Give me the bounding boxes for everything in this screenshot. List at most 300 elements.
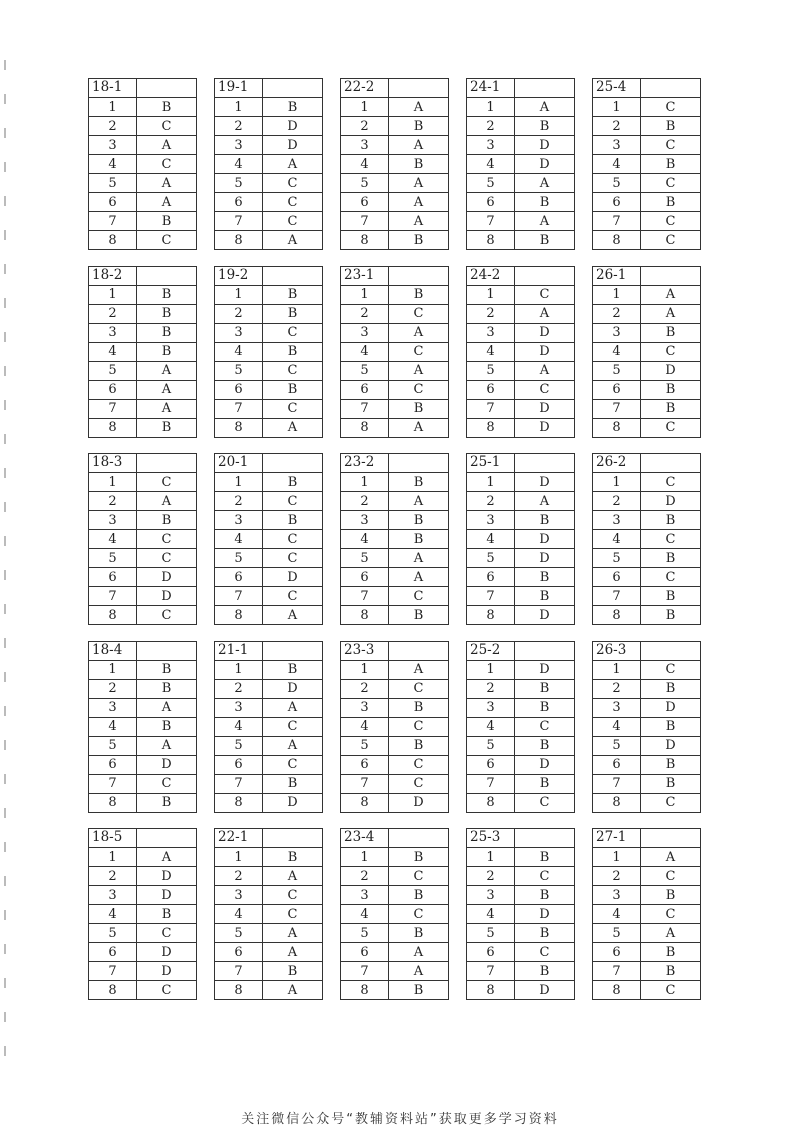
- table-row: [467, 905, 575, 924]
- question-number: 2: [89, 492, 137, 511]
- answer-cell: A: [137, 193, 197, 212]
- table-row: [467, 698, 575, 717]
- table-row: [341, 568, 449, 587]
- answer-table-header: [215, 454, 323, 473]
- answer-cell: A: [263, 867, 323, 886]
- margin-mark: [4, 60, 6, 70]
- answer-cell: C: [389, 679, 449, 698]
- question-number: 2: [593, 304, 641, 323]
- answer-cell: C: [263, 212, 323, 231]
- answer-cell: B: [641, 549, 701, 568]
- section-label: 26-1: [593, 266, 641, 285]
- answer-cell: C: [389, 380, 449, 399]
- table-row: [341, 905, 449, 924]
- table-row: [215, 905, 323, 924]
- question-number: 8: [89, 981, 137, 1000]
- section-label: 23-4: [341, 829, 389, 848]
- question-number: 7: [593, 774, 641, 793]
- question-number: 1: [341, 285, 389, 304]
- answer-table-header: [89, 641, 197, 660]
- header-blank-cell: [263, 454, 323, 473]
- answer-cell: C: [641, 867, 701, 886]
- section-label: 21-1: [215, 641, 263, 660]
- question-number: 6: [341, 943, 389, 962]
- table-row: [89, 492, 197, 511]
- answer-cell: B: [263, 380, 323, 399]
- answer-cell: C: [137, 155, 197, 174]
- question-number: 5: [467, 174, 515, 193]
- question-number: 8: [467, 231, 515, 250]
- table-row: [89, 304, 197, 323]
- header-blank-cell: [389, 829, 449, 848]
- question-number: 5: [89, 549, 137, 568]
- answer-cell: B: [389, 473, 449, 492]
- header-blank-cell: [641, 79, 701, 98]
- table-row: [593, 905, 701, 924]
- margin-mark: [4, 400, 6, 410]
- answer-cell: B: [515, 679, 575, 698]
- table-row: [593, 155, 701, 174]
- answer-cell: B: [641, 606, 701, 625]
- question-number: 4: [89, 530, 137, 549]
- answer-cell: A: [515, 361, 575, 380]
- table-row: [341, 285, 449, 304]
- section-label: 23-3: [341, 641, 389, 660]
- margin-mark: [4, 434, 6, 444]
- table-row: [341, 943, 449, 962]
- question-number: 4: [215, 530, 263, 549]
- answer-table-header: [593, 454, 701, 473]
- answer-cell: B: [137, 323, 197, 342]
- answer-cell: D: [137, 755, 197, 774]
- table-row: [89, 155, 197, 174]
- question-number: 1: [215, 98, 263, 117]
- question-number: 1: [215, 848, 263, 867]
- answer-cell: B: [515, 924, 575, 943]
- margin-mark: [4, 706, 6, 716]
- margin-mark: [4, 502, 6, 512]
- question-number: 2: [467, 867, 515, 886]
- question-number: 6: [215, 755, 263, 774]
- answer-cell: D: [515, 342, 575, 361]
- answer-cell: A: [263, 924, 323, 943]
- question-number: 1: [341, 473, 389, 492]
- question-number: 7: [215, 212, 263, 231]
- answer-cell: A: [389, 98, 449, 117]
- question-number: 2: [215, 304, 263, 323]
- table-row: [341, 174, 449, 193]
- answer-cell: C: [137, 117, 197, 136]
- table-row: [467, 867, 575, 886]
- table-row: [215, 962, 323, 981]
- answer-table: [88, 828, 197, 1000]
- question-number: 3: [341, 323, 389, 342]
- section-label: 25-4: [593, 79, 641, 98]
- question-number: 4: [89, 342, 137, 361]
- question-number: 5: [215, 549, 263, 568]
- answer-table: [214, 453, 323, 625]
- answer-cell: D: [641, 736, 701, 755]
- table-row: [215, 285, 323, 304]
- answer-cell: D: [515, 399, 575, 418]
- question-number: 8: [215, 231, 263, 250]
- question-number: 2: [467, 304, 515, 323]
- answer-cell: B: [641, 155, 701, 174]
- answer-table-header: [215, 829, 323, 848]
- table-row: [341, 473, 449, 492]
- question-number: 5: [215, 174, 263, 193]
- table-row: [89, 981, 197, 1000]
- table-row: [467, 155, 575, 174]
- question-number: 8: [89, 231, 137, 250]
- section-label: 23-1: [341, 266, 389, 285]
- header-blank-cell: [263, 641, 323, 660]
- answer-cell: D: [515, 606, 575, 625]
- margin-mark: [4, 264, 6, 274]
- table-row: [593, 698, 701, 717]
- answer-table-header: [467, 829, 575, 848]
- answer-cell: A: [137, 380, 197, 399]
- answer-cell: C: [389, 774, 449, 793]
- table-row: [215, 736, 323, 755]
- answer-table: [466, 78, 575, 250]
- section-label: 27-1: [593, 829, 641, 848]
- table-row: [89, 136, 197, 155]
- answer-cell: C: [263, 549, 323, 568]
- question-number: 5: [215, 924, 263, 943]
- answer-cell: B: [263, 962, 323, 981]
- table-row: [89, 473, 197, 492]
- question-number: 7: [341, 962, 389, 981]
- answer-cell: C: [389, 905, 449, 924]
- answer-table: [214, 78, 323, 250]
- answer-table-header: [341, 641, 449, 660]
- table-row: [89, 736, 197, 755]
- table-row: [467, 304, 575, 323]
- answer-cell: C: [641, 981, 701, 1000]
- question-number: 6: [593, 755, 641, 774]
- answer-cell: B: [137, 342, 197, 361]
- question-number: 6: [89, 755, 137, 774]
- table-row: [341, 867, 449, 886]
- header-blank-cell: [389, 266, 449, 285]
- answer-cell: A: [137, 136, 197, 155]
- answer-cell: A: [137, 174, 197, 193]
- question-number: 1: [593, 848, 641, 867]
- question-number: 2: [89, 304, 137, 323]
- question-number: 1: [593, 473, 641, 492]
- table-row: [593, 736, 701, 755]
- binding-margin-marks: [4, 60, 10, 1060]
- answer-cell: C: [263, 174, 323, 193]
- table-row: [215, 867, 323, 886]
- table-row: [593, 943, 701, 962]
- table-row: [215, 793, 323, 812]
- table-row: [593, 174, 701, 193]
- table-row: [467, 231, 575, 250]
- question-number: 3: [467, 136, 515, 155]
- question-number: 4: [341, 530, 389, 549]
- question-number: 6: [593, 380, 641, 399]
- table-row: [215, 361, 323, 380]
- table-row: [89, 399, 197, 418]
- margin-mark: [4, 740, 6, 750]
- answer-cell: B: [137, 717, 197, 736]
- answer-cell: C: [641, 174, 701, 193]
- question-number: 5: [215, 361, 263, 380]
- answer-table: [592, 78, 701, 250]
- question-number: 8: [341, 793, 389, 812]
- table-row: [467, 511, 575, 530]
- table-row: [467, 399, 575, 418]
- table-row: [341, 136, 449, 155]
- answer-cell: B: [389, 848, 449, 867]
- answer-table-header: [215, 79, 323, 98]
- table-row: [89, 174, 197, 193]
- answer-cell: B: [263, 660, 323, 679]
- question-number: 7: [89, 774, 137, 793]
- section-label: 23-2: [341, 454, 389, 473]
- answer-cell: D: [137, 568, 197, 587]
- answer-table-header: [89, 454, 197, 473]
- answer-cell: B: [641, 193, 701, 212]
- section-label: 19-1: [215, 79, 263, 98]
- table-row: [467, 660, 575, 679]
- question-number: 2: [593, 117, 641, 136]
- table-row: [467, 136, 575, 155]
- answer-cell: B: [515, 193, 575, 212]
- answer-table: [466, 641, 575, 813]
- margin-mark: [4, 366, 6, 376]
- table-row: [593, 212, 701, 231]
- table-row: [467, 380, 575, 399]
- answer-cell: A: [263, 698, 323, 717]
- question-number: 7: [593, 587, 641, 606]
- margin-mark: [4, 1046, 6, 1056]
- table-row: [593, 98, 701, 117]
- question-number: 4: [89, 905, 137, 924]
- header-blank-cell: [389, 79, 449, 98]
- answer-cell: A: [263, 231, 323, 250]
- table-row: [89, 587, 197, 606]
- table-row: [467, 549, 575, 568]
- question-number: 1: [215, 473, 263, 492]
- question-number: 7: [341, 587, 389, 606]
- table-row: [89, 212, 197, 231]
- table-row: [215, 848, 323, 867]
- question-number: 7: [467, 774, 515, 793]
- table-row: [341, 755, 449, 774]
- table-row: [215, 886, 323, 905]
- answer-cell: C: [641, 231, 701, 250]
- table-row: [215, 530, 323, 549]
- table-row: [341, 848, 449, 867]
- margin-mark: [4, 978, 6, 988]
- answer-cell: B: [515, 568, 575, 587]
- margin-mark: [4, 298, 6, 308]
- question-number: 2: [215, 679, 263, 698]
- answer-cell: B: [389, 530, 449, 549]
- question-number: 6: [341, 568, 389, 587]
- answer-cell: D: [515, 905, 575, 924]
- question-number: 5: [215, 736, 263, 755]
- table-row: [89, 886, 197, 905]
- header-blank-cell: [137, 454, 197, 473]
- question-number: 2: [89, 867, 137, 886]
- question-number: 6: [467, 568, 515, 587]
- answer-cell: D: [137, 943, 197, 962]
- table-row: [341, 155, 449, 174]
- answer-cell: A: [389, 943, 449, 962]
- answer-table: [592, 266, 701, 438]
- table-row: [593, 867, 701, 886]
- answer-cell: B: [137, 285, 197, 304]
- answer-cell: A: [389, 212, 449, 231]
- table-row: [467, 587, 575, 606]
- answer-cell: B: [641, 679, 701, 698]
- table-row: [89, 361, 197, 380]
- question-number: 3: [593, 511, 641, 530]
- table-row: [593, 962, 701, 981]
- table-row: [467, 473, 575, 492]
- margin-mark: [4, 638, 6, 648]
- question-number: 5: [89, 924, 137, 943]
- answer-cell: A: [389, 568, 449, 587]
- table-row: [215, 323, 323, 342]
- answer-table: [214, 641, 323, 813]
- question-number: 3: [89, 886, 137, 905]
- table-row: [89, 530, 197, 549]
- question-number: 4: [467, 155, 515, 174]
- question-number: 1: [89, 98, 137, 117]
- answer-cell: C: [641, 660, 701, 679]
- header-blank-cell: [641, 266, 701, 285]
- table-row: [215, 342, 323, 361]
- question-number: 5: [467, 736, 515, 755]
- answer-table: [466, 266, 575, 438]
- table-row: [467, 342, 575, 361]
- answer-cell: B: [641, 380, 701, 399]
- table-row: [467, 924, 575, 943]
- answer-table: [88, 266, 197, 438]
- table-row: [89, 867, 197, 886]
- answer-cell: B: [137, 793, 197, 812]
- header-blank-cell: [641, 641, 701, 660]
- section-label: 18-2: [89, 266, 137, 285]
- question-number: 8: [215, 793, 263, 812]
- answer-cell: B: [515, 698, 575, 717]
- answer-table: [214, 828, 323, 1000]
- question-number: 3: [593, 136, 641, 155]
- question-number: 8: [89, 793, 137, 812]
- question-number: 3: [467, 886, 515, 905]
- question-number: 2: [215, 867, 263, 886]
- question-number: 5: [467, 924, 515, 943]
- answer-cell: C: [263, 886, 323, 905]
- table-row: [341, 418, 449, 437]
- answer-cell: C: [389, 342, 449, 361]
- question-number: 2: [593, 867, 641, 886]
- question-number: 1: [467, 848, 515, 867]
- table-row: [593, 492, 701, 511]
- question-number: 2: [89, 679, 137, 698]
- answer-table: [214, 266, 323, 438]
- question-number: 8: [341, 231, 389, 250]
- answer-cell: D: [137, 587, 197, 606]
- answer-cell: B: [263, 511, 323, 530]
- question-number: 7: [467, 212, 515, 231]
- question-number: 3: [341, 886, 389, 905]
- table-row: [593, 136, 701, 155]
- answer-cell: B: [137, 304, 197, 323]
- question-number: 2: [341, 679, 389, 698]
- question-number: 8: [467, 606, 515, 625]
- table-row: [593, 717, 701, 736]
- answer-cell: B: [641, 587, 701, 606]
- answer-cell: B: [641, 511, 701, 530]
- table-row: [467, 117, 575, 136]
- answer-table: [340, 266, 449, 438]
- question-number: 8: [593, 981, 641, 1000]
- answer-cell: A: [389, 418, 449, 437]
- table-row: [215, 304, 323, 323]
- answer-cell: C: [515, 943, 575, 962]
- table-row: [89, 848, 197, 867]
- answer-cell: A: [515, 492, 575, 511]
- table-row: [89, 418, 197, 437]
- table-row: [467, 606, 575, 625]
- table-row: [593, 361, 701, 380]
- question-number: 3: [89, 698, 137, 717]
- question-number: 8: [341, 418, 389, 437]
- question-number: 3: [467, 323, 515, 342]
- question-number: 6: [593, 943, 641, 962]
- question-number: 3: [215, 136, 263, 155]
- answer-cell: B: [389, 117, 449, 136]
- answer-cell: B: [137, 660, 197, 679]
- question-number: 7: [89, 587, 137, 606]
- question-number: 2: [215, 117, 263, 136]
- answer-cell: A: [389, 174, 449, 193]
- answer-cell: D: [137, 886, 197, 905]
- table-row: [593, 587, 701, 606]
- question-number: 2: [215, 492, 263, 511]
- header-blank-cell: [263, 829, 323, 848]
- question-number: 1: [467, 473, 515, 492]
- answer-cell: B: [389, 511, 449, 530]
- question-number: 2: [467, 117, 515, 136]
- question-number: 1: [593, 285, 641, 304]
- answer-cell: A: [515, 304, 575, 323]
- question-number: 3: [341, 698, 389, 717]
- table-row: [341, 342, 449, 361]
- answer-cell: C: [137, 231, 197, 250]
- answer-cell: D: [515, 549, 575, 568]
- answer-cell: A: [389, 361, 449, 380]
- margin-mark: [4, 604, 6, 614]
- question-number: 5: [593, 549, 641, 568]
- table-row: [89, 342, 197, 361]
- answer-cell: C: [641, 212, 701, 231]
- question-number: 4: [341, 905, 389, 924]
- header-blank-cell: [515, 79, 575, 98]
- answer-cell: A: [641, 924, 701, 943]
- answer-table-header: [593, 266, 701, 285]
- answer-cell: D: [641, 698, 701, 717]
- answer-cell: C: [137, 924, 197, 943]
- question-number: 4: [593, 530, 641, 549]
- margin-mark: [4, 944, 6, 954]
